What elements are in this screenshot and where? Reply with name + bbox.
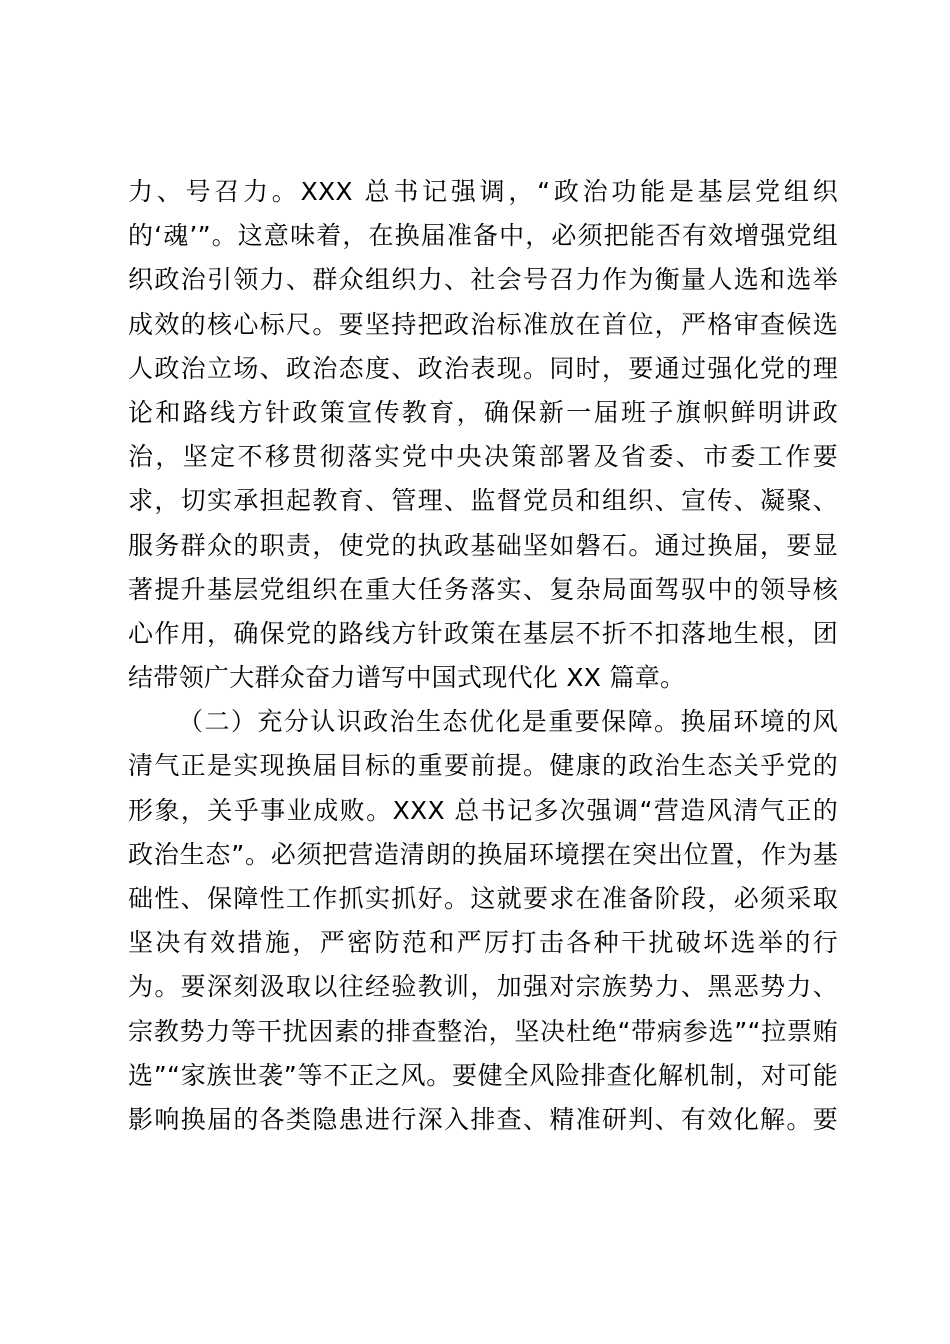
text-line: 人政治立场、政治态度、政治表现。同时，要通过强化党的理 [128, 353, 838, 383]
text-line: 求，切实承担起教育、管理、监督党员和组织、宣传、凝聚、 [128, 486, 838, 516]
text-line: 宗教势力等干扰因素的排查整治，坚决杜绝“带病参选”“拉票贿 [128, 1016, 838, 1046]
text-line: 论和路线方针政策宣传教育，确保新一届班子旗帜鲜明讲政 [128, 397, 838, 427]
text-line: 的‘魂’”。这意味着，在换届准备中，必须把能否有效增强党组 [128, 221, 838, 251]
text-line: 形象，关乎事业成败。XXX 总书记多次强调“营造风清气正的 [128, 795, 838, 825]
text-line: 清气正是实现换届目标的重要前提。健康的政治生态关乎党的 [128, 751, 838, 781]
text-line: 政治生态”。必须把营造清朗的换届环境摆在突出位置，作为基 [128, 839, 838, 869]
text-line: 成效的核心标尺。要坚持把政治标准放在首位，严格审查候选 [128, 309, 838, 339]
text-line: 础性、保障性工作抓实抓好。这就要求在准备阶段，必须采取 [128, 884, 838, 913]
text-line: 力、号召力。XXX 总书记强调，“政治功能是基层党组织 [128, 177, 838, 206]
text-line: 坚决有效措施，严密防范和严厉打击各种干扰破坏选举的行 [128, 928, 838, 958]
text-line: 服务群众的职责，使党的执政基础坚如磐石。通过换届，要显 [128, 530, 838, 560]
text-line: 治，坚定不移贯彻落实党中央决策部署及省委、市委工作要 [128, 442, 838, 472]
text-line: 影响换届的各类隐患进行深入排查、精准研判、有效化解。要 [128, 1104, 838, 1134]
text-line: 著提升基层党组织在重大任务落实、复杂局面驾驭中的领导核 [128, 574, 838, 604]
paragraph-end-line: 结带领广大群众奋力谱写中国式现代化 XX 篇章。 [128, 663, 686, 693]
text-line: 为。要深刻汲取以往经验教训，加强对宗族势力、黑恶势力、 [128, 972, 838, 1002]
text-line: 选”“家族世袭”等不正之风。要健全风险排查化解机制，对可能 [128, 1060, 838, 1090]
text-line: 心作用，确保党的路线方针政策在基层不折不扣落地生根，团 [128, 618, 838, 648]
section-heading-line: （二）充分认识政治生态优化是重要保障。换届环境的风 [178, 707, 838, 737]
body-text [128, 170, 838, 1142]
text-line: 织政治引领力、群众组织力、社会号召力作为衡量人选和选举 [128, 265, 838, 295]
